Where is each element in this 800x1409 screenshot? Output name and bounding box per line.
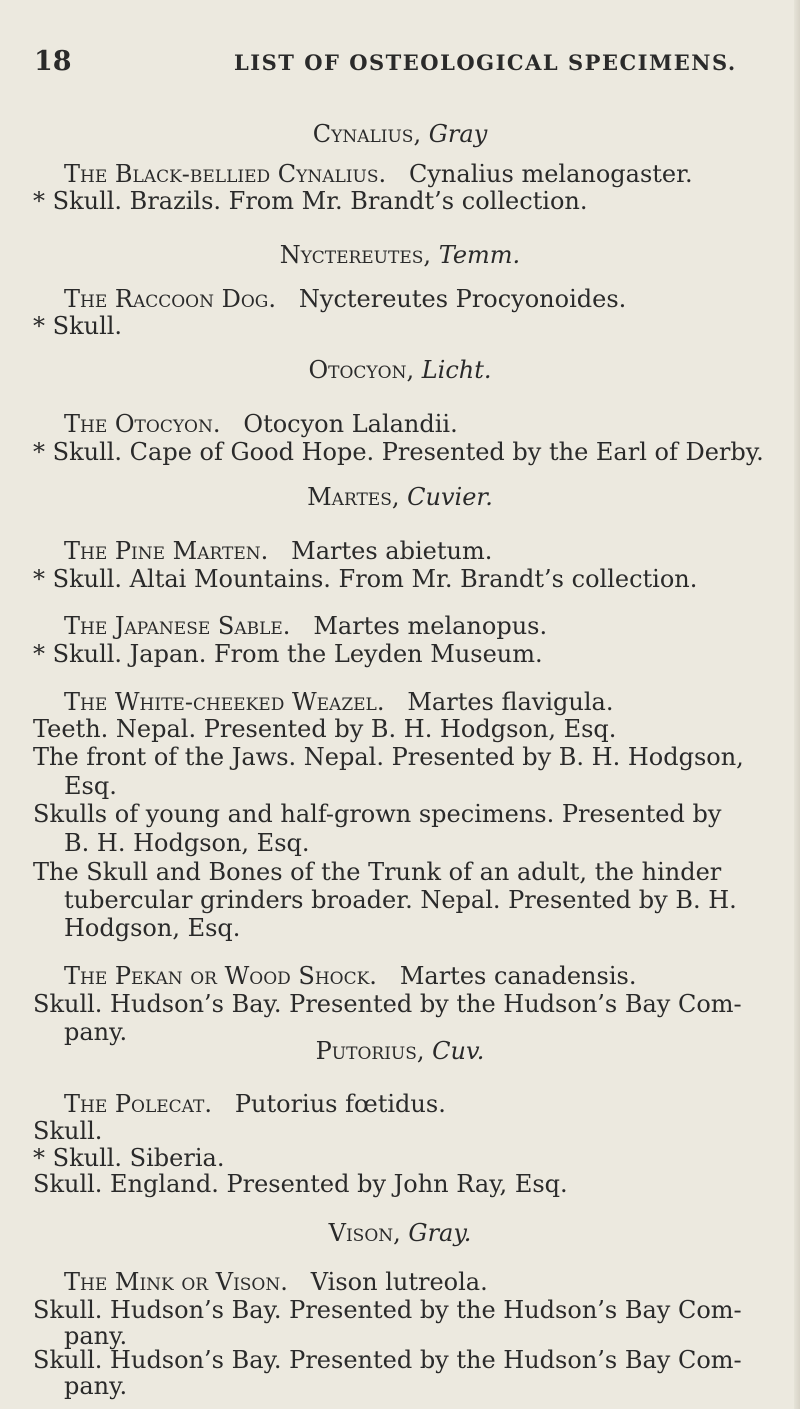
specimen-entry: * Skull. Siberia. (33, 1144, 225, 1172)
species-heading: The Otocyon. Otocyon Lalandii. (64, 410, 458, 438)
genus-heading: Otocyon, Licht. (308, 356, 492, 384)
specimen-entry: Skull. Hudson’s Bay. Presented by the Hudson’s Bay Com- (33, 990, 742, 1018)
specimen-entry: Skulls of young and half-grown specimens. Presented by (33, 800, 722, 828)
page-header (34, 46, 760, 86)
specimen-entry: The front of the Jaws. Nepal. Presented by B. H. Hodgson, (33, 743, 744, 771)
species-heading: The White-cheeked Weazel. Martes flavigula. (64, 688, 614, 716)
page-number: 18 (34, 46, 72, 77)
specimen-entry: The Skull and Bones of the Trunk of an adult, the hinder (33, 858, 722, 886)
specimen-entry: Teeth. Nepal. Presented by B. H. Hodgson, Esq. (33, 715, 617, 743)
genus-heading: Martes, Cuvier. (307, 483, 493, 511)
species-heading: The Japanese Sable. Martes melanopus. (64, 612, 548, 640)
genus-heading: Vison, Gray. (328, 1219, 472, 1247)
specimen-entry-continued: tubercular grinders broader. Nepal. Presented by B. H. (64, 886, 737, 914)
species-heading: The Pekan or Wood Shock. Martes canadensis. (64, 962, 637, 990)
genus-heading: Cynalius, Gray (312, 120, 488, 148)
specimen-entry-continued: Esq. (64, 772, 117, 800)
specimen-entry: Skull. (33, 1117, 103, 1145)
specimen-entry: Skull. England. Presented by John Ray, Esq. (33, 1170, 568, 1198)
specimen-entry-continued: B. H. Hodgson, Esq. (64, 829, 310, 857)
specimen-entry: Skull. Hudson’s Bay. Presented by the Hudson’s Bay Com- (33, 1296, 742, 1324)
genus-heading: Nyctereutes, Temm. (279, 241, 521, 269)
genus-heading: Putorius, Cuv. (315, 1037, 485, 1065)
specimen-entry: * Skull. Japan. From the Leyden Museum. (33, 640, 543, 668)
specimen-entry-continued: pany. (64, 1322, 128, 1350)
species-heading: The Pine Marten. Martes abietum. (64, 537, 493, 565)
species-heading: The Polecat. Putorius fœtidus. (64, 1090, 446, 1118)
specimen-entry-continued: Hodgson, Esq. (64, 914, 241, 942)
page-edge (794, 0, 800, 1409)
specimen-entry: * Skull. Cape of Good Hope. Presented by the Earl of Derby. (33, 438, 764, 466)
specimen-entry: Skull. Hudson’s Bay. Presented by the Hudson’s Bay Com- (33, 1346, 742, 1374)
specimen-entry: * Skull. Altai Mountains. From Mr. Brandt’s collection. (33, 565, 698, 593)
specimen-entry-continued: pany. (64, 1372, 128, 1400)
specimen-entry-continued: pany. (64, 1018, 128, 1046)
species-heading: The Raccoon Dog. Nyctereutes Procyonoides. (64, 285, 627, 313)
running-head: LIST OF OSTEOLOGICAL SPECIMENS. (234, 50, 737, 75)
specimen-entry: * Skull. Brazils. From Mr. Brandt’s collection. (33, 187, 588, 215)
species-heading: The Black-bellied Cynalius. Cynalius melanogaster. (64, 160, 693, 188)
species-heading: The Mink or Vison. Vison lutreola. (64, 1268, 488, 1296)
specimen-entry: * Skull. (33, 312, 123, 340)
